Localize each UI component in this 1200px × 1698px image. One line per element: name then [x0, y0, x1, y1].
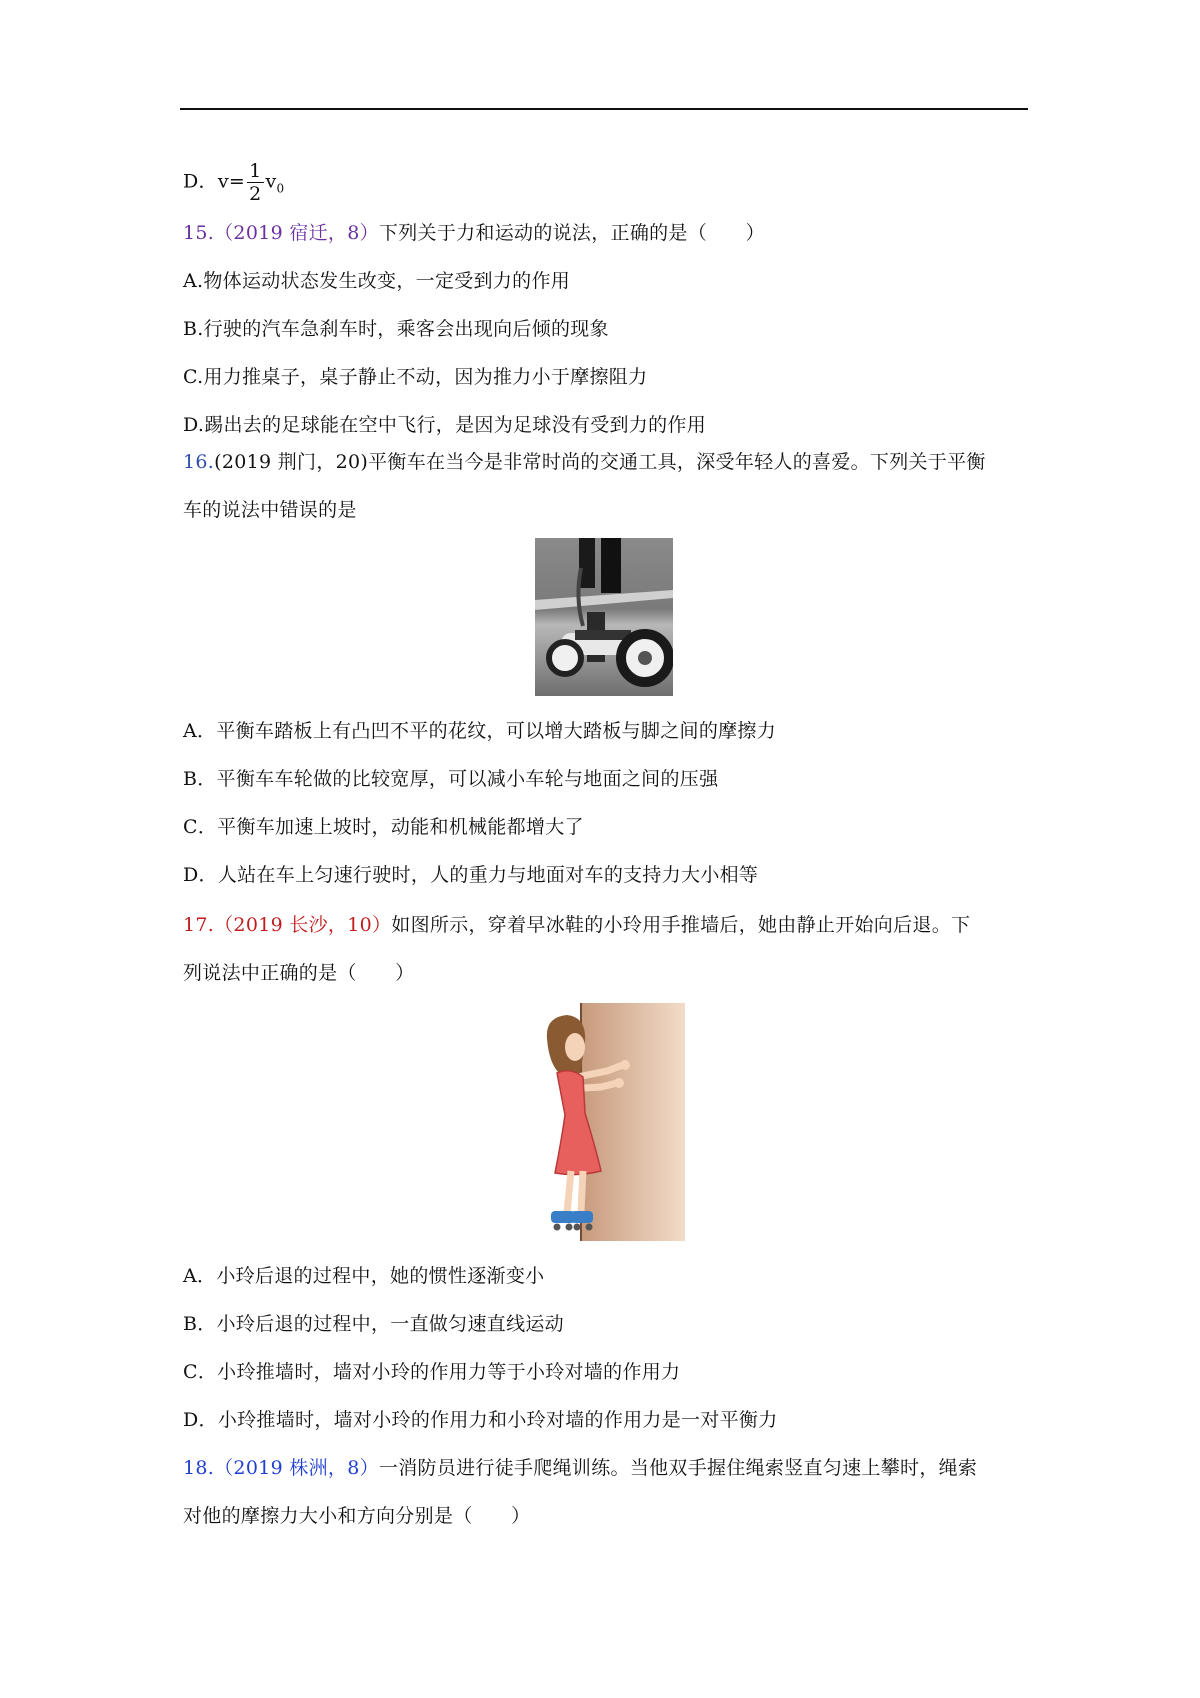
q18-stem-line2: 对他的摩擦力大小和方向分别是（ ）: [183, 1505, 531, 1527]
q17-option-d: D．小玲推墙时，墙对小玲的作用力和小玲对墙的作用力是一对平衡力: [183, 1409, 778, 1431]
q15-option-d: D.踢出去的足球能在空中飞行，是因为足球没有受到力的作用: [183, 414, 706, 436]
q17-option-b: B．小玲后退的过程中，一直做匀速直线运动: [183, 1313, 564, 1335]
q16-stem-line2: 车的说法中错误的是: [183, 499, 357, 521]
fraction: [247, 160, 263, 205]
formula-lhs: v=: [217, 170, 246, 193]
question-number: 15.: [183, 222, 215, 244]
q15-option-b: B.行驶的汽车急刹车时，乘客会出现向后倾的现象: [183, 318, 609, 340]
q17-option-c: C．小玲推墙时，墙对小玲的作用力等于小玲对墙的作用力: [183, 1361, 681, 1383]
q15-option-c: C.用力推桌子，桌子静止不动，因为推力小于摩擦阻力: [183, 366, 648, 388]
q16-option-a: A．平衡车踏板上有凸凹不平的花纹，可以增大踏板与脚之间的摩擦力: [183, 720, 777, 742]
question-text: 下列关于力和运动的说法，正确的是（ ）: [378, 222, 765, 244]
question-source: （2019 长沙，10）: [214, 914, 392, 936]
q17-option-a: A．小玲后退的过程中，她的惯性逐渐变小: [183, 1265, 545, 1287]
question-text: 如图所示，穿着早冰鞋的小玲用手推墙后，她由静止开始向后退。下: [391, 914, 971, 936]
q17-stem-line2: 列说法中正确的是（ ）: [183, 962, 415, 984]
v0-subscript: 0: [276, 181, 285, 196]
question-number: 18.: [183, 1457, 215, 1479]
question-source: （2019 宿迁，8）: [214, 222, 379, 244]
q15-option-a: A.物体运动状态发生改变，一定受到力的作用: [183, 270, 571, 292]
fraction-numerator: 1: [249, 160, 262, 182]
q16-option-c: C．平衡车加速上坡时，动能和机械能都增大了: [183, 816, 584, 838]
v0-base: v: [265, 170, 277, 193]
q17-stem-line1: [183, 912, 970, 938]
q14-option-d: [183, 160, 284, 205]
q15-stem: [183, 220, 765, 246]
balance-scooter-photo: [535, 538, 673, 696]
girl-pushing-wall-illustration: [537, 1003, 685, 1243]
header-rule: [180, 108, 1028, 110]
question-source: （2019 株洲，8）: [214, 1457, 379, 1479]
question-number: 17.: [183, 914, 215, 936]
question-text: (2019 荆门，20)平衡车在当今是非常时尚的交通工具，深受年轻人的喜爱。下列关于平衡: [214, 451, 986, 473]
q16-option-b: B．平衡车车轮做的比较宽厚，可以减小车轮与地面之间的压强: [183, 768, 719, 790]
option-label: D．: [183, 170, 218, 193]
question-text: 一消防员进行徒手爬绳训练。当他双手握住绳索竖直匀速上攀时，绳索: [378, 1457, 978, 1479]
fraction-denominator: 2: [249, 183, 262, 205]
q18-stem-line1: [183, 1455, 977, 1481]
q16-stem-line1: [183, 449, 986, 475]
question-number: 16.: [183, 451, 215, 473]
q16-option-d: D．人站在车上匀速行驶时，人的重力与地面对车的支持力大小相等: [183, 864, 759, 886]
